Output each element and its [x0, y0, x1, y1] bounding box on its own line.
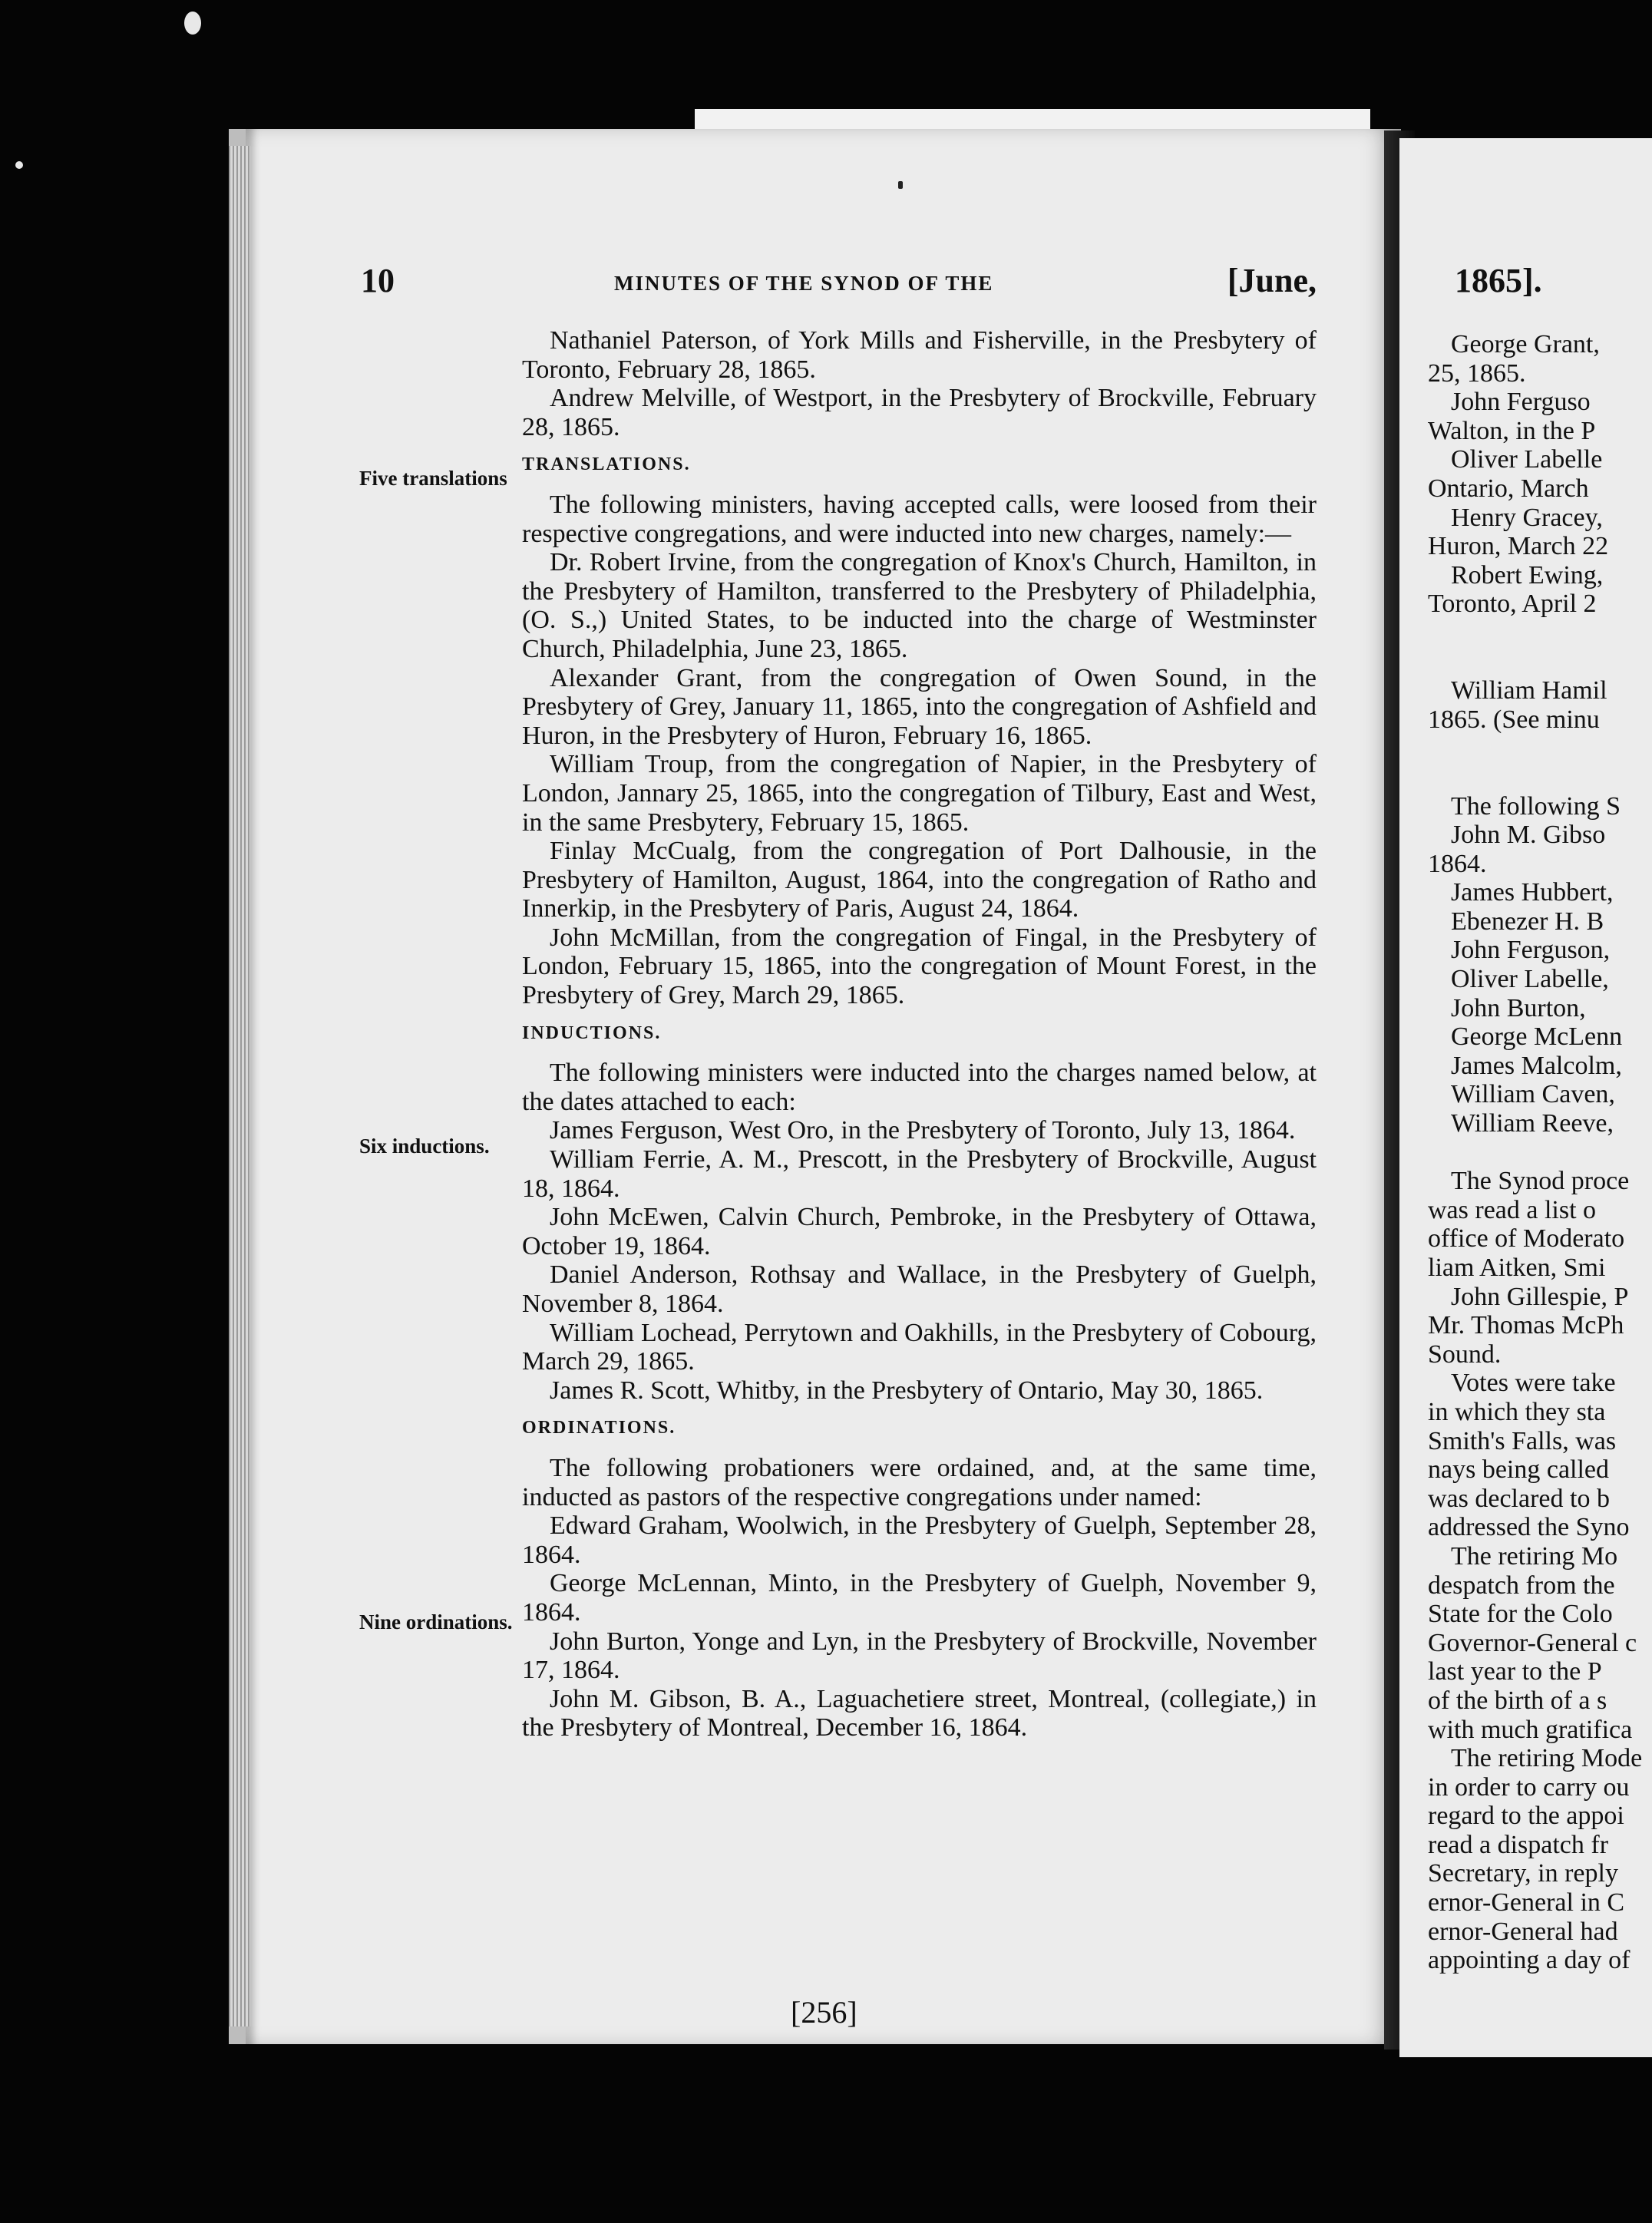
- right-page-line: read a dispatch fr: [1428, 1830, 1609, 1859]
- right-page-line: John Gillespie, P: [1451, 1282, 1629, 1311]
- running-title: MINUTES OF THE SYNOD OF THE: [614, 272, 994, 295]
- right-page-line: with much gratifica: [1428, 1715, 1633, 1744]
- paragraph: The following ministers, having accepted calls, were loosed from their respective congregations, and were inducted into new charges, namely:—: [522, 490, 1317, 548]
- scan-speck: [15, 161, 23, 169]
- right-page-line: Huron, March 22: [1428, 532, 1609, 561]
- folio-number: [256]: [791, 1995, 857, 2030]
- paragraph: John McMillan, from the congregation of Fingal, in the Presbytery of London, February 15, 1865, into the congregation of Mount Forest, in the Presbytery of Grey, March 29, 1865.: [522, 923, 1317, 1010]
- right-page-line: The retiring Mode: [1451, 1744, 1643, 1773]
- print-mark: [898, 181, 903, 189]
- paragraph: Nathaniel Paterson, of York Mills and Fisherville, in the Presbytery of Toronto, February 28, 1865.: [522, 326, 1317, 384]
- paragraph: William Troup, from the congregation of Napier, in the Presbytery of London, Jannary 25, 1865, into the congregation of Tilbury, East and West, in the same Presbytery, February 15, 1865.: [522, 750, 1317, 837]
- right-page-line: [1428, 619, 1652, 648]
- section-title-inductions: INDUCTIONS.: [522, 1022, 662, 1043]
- page-top-strip: [695, 109, 1370, 130]
- side-note-ordinations: Nine ordinations.: [359, 1610, 513, 1633]
- paragraph: Andrew Melville, of Westport, in the Presbytery of Brockville, February 28, 1865.: [522, 384, 1317, 441]
- right-page-line: Ebenezer H. B: [1451, 907, 1604, 936]
- right-page-line: Secretary, in reply: [1428, 1859, 1618, 1888]
- right-page-line: Henry Gracey,: [1451, 503, 1603, 532]
- right-page-line: [1428, 648, 1652, 677]
- right-page-line: addressed the Syno: [1428, 1513, 1630, 1542]
- right-page-line: Oliver Labelle: [1451, 445, 1603, 474]
- right-page-line: Oliver Labelle,: [1451, 965, 1609, 994]
- right-page-line: Governor-General c: [1428, 1628, 1637, 1657]
- right-page-text: [1428, 330, 1652, 1975]
- right-page-line: George Grant,: [1451, 330, 1600, 358]
- header-month: [June,: [1227, 262, 1317, 299]
- right-page-year: 1865].: [1455, 262, 1542, 299]
- right-page-line: [1428, 763, 1652, 792]
- right-page-line: William Hamil: [1451, 676, 1607, 705]
- right-page-line: liam Aitken, Smi: [1428, 1254, 1606, 1282]
- right-page-line: 1864.: [1428, 849, 1487, 878]
- section-title-translations: TRANSLATIONS.: [522, 454, 691, 475]
- right-page-line: last year to the P: [1428, 1657, 1602, 1686]
- right-page-line: Ontario, March: [1428, 474, 1589, 503]
- right-page-line: [1428, 734, 1652, 763]
- right-page-line: in order to carry ou: [1428, 1772, 1630, 1802]
- paragraph: John M. Gibson, B. A., Laguachetiere street, Montreal, (collegiate,) in the Presbytery of Montreal, December 16, 1864.: [522, 1684, 1317, 1742]
- right-page-line: despatch from the: [1428, 1571, 1615, 1600]
- paragraph: Daniel Anderson, Rothsay and Wallace, in the Presbytery of Guelph, November 8, 1864.: [522, 1260, 1317, 1318]
- right-page-line: William Caven,: [1451, 1080, 1615, 1109]
- right-page-line: ernor-General in C: [1428, 1888, 1625, 1917]
- paragraph: Edward Graham, Woolwich, in the Presbytery of Guelph, September 28, 1864.: [522, 1511, 1317, 1569]
- body-text: [522, 326, 1317, 1742]
- paragraph: Finlay McCualg, from the congregation of Port Dalhousie, in the Presbytery of Hamilton, August, 1864, into the congregation of Ratho and Innerkip, in the Presbytery of Paris, August 24, 1864.: [522, 837, 1317, 923]
- right-page-line: was declared to b: [1428, 1484, 1610, 1513]
- right-page-line: John Ferguson,: [1451, 936, 1611, 965]
- paragraph: John McEwen, Calvin Church, Pembroke, in the Presbytery of Ottawa, October 19, 1864.: [522, 1203, 1317, 1260]
- right-page-line: in which they sta: [1428, 1397, 1606, 1426]
- right-page-line: John Burton,: [1451, 993, 1586, 1022]
- paragraph: The following ministers were inducted into the charges named below, at the dates attached to each:: [522, 1059, 1317, 1116]
- paragraph: James R. Scott, Whitby, in the Presbytery of Ontario, May 30, 1865.: [550, 1376, 1264, 1405]
- right-page-line: James Malcolm,: [1451, 1051, 1622, 1080]
- paragraph: The following probationers were ordained, and, at the same time, inducted as pastors of the respective congregations under named:: [522, 1453, 1317, 1511]
- right-page-line: Robert Ewing,: [1451, 560, 1604, 590]
- right-page-line: was read a list o: [1428, 1195, 1597, 1224]
- right-page-line: William Reeve,: [1451, 1109, 1614, 1138]
- scan-speck: [184, 12, 201, 35]
- right-page-line: [1428, 1138, 1652, 1168]
- right-page-line: George McLenn: [1451, 1022, 1623, 1052]
- right-page-line: office of Moderato: [1428, 1224, 1625, 1254]
- right-page-line: The following S: [1451, 791, 1621, 821]
- paragraph: William Lochead, Perrytown and Oakhills, in the Presbytery of Cobourg, March 29, 1865.: [522, 1318, 1317, 1376]
- paragraph: John Burton, Yonge and Lyn, in the Presbytery of Brockville, November 17, 1864.: [522, 1627, 1317, 1685]
- page-number: 10: [361, 262, 395, 299]
- right-page-line: The retiring Mo: [1451, 1541, 1618, 1571]
- right-page-line: ernor-General had: [1428, 1917, 1618, 1946]
- paragraph: William Ferrie, A. M., Prescott, in the Presbytery of Brockville, August 18, 1864.: [522, 1145, 1317, 1203]
- right-page-line: Smith's Falls, was: [1428, 1426, 1617, 1455]
- right-page-line: John M. Gibso: [1451, 821, 1606, 850]
- page-edges: [229, 146, 250, 2026]
- paragraph: George McLennan, Minto, in the Presbytery of Guelph, November 9, 1864.: [522, 1569, 1317, 1627]
- section-title-ordinations: ORDINATIONS.: [522, 1418, 676, 1439]
- right-page-line: State for the Colo: [1428, 1600, 1613, 1629]
- right-page-line: Toronto, April 2: [1428, 590, 1597, 619]
- right-page-line: nays being called: [1428, 1455, 1610, 1485]
- right-page-line: Sound.: [1428, 1339, 1502, 1369]
- right-page-line: Walton, in the P: [1428, 416, 1596, 445]
- right-page-line: regard to the appoi: [1428, 1802, 1624, 1831]
- page-header: [361, 261, 1317, 299]
- right-page-line: 1865. (See minu: [1428, 705, 1600, 734]
- right-page-line: 25, 1865.: [1428, 358, 1526, 388]
- paragraph: Alexander Grant, from the congregation of Owen Sound, in the Presbytery of Grey, January 11, 1865, into the congregation of Ashfield and Huron, in the Presbytery of Huron, February 16, 1865.: [522, 663, 1317, 750]
- paragraph: James Ferguson, West Oro, in the Presbytery of Toronto, July 13, 1864.: [550, 1116, 1296, 1145]
- right-page-line: of the birth of a s: [1428, 1686, 1607, 1715]
- paragraph: Dr. Robert Irvine, from the congregation of Knox's Church, Hamilton, in the Presbytery of Hamilton, transferred to the Presbytery of Philadelphia, (O. S.,) United States, to be inducted into the charge of Westminster Church, Philadelphia, June 23, 1865.: [522, 548, 1317, 663]
- right-page-line: The Synod proce: [1451, 1167, 1630, 1196]
- side-note-translations: Five translations: [359, 467, 507, 490]
- right-page-line: Mr. Thomas McPh: [1428, 1311, 1624, 1340]
- right-page-line: appointing a day of: [1428, 1946, 1631, 1975]
- right-page-line: Votes were take: [1451, 1369, 1616, 1398]
- right-page-line: James Hubbert,: [1451, 878, 1614, 907]
- right-page-line: John Ferguso: [1451, 388, 1591, 417]
- side-note-inductions: Six inductions.: [359, 1135, 490, 1158]
